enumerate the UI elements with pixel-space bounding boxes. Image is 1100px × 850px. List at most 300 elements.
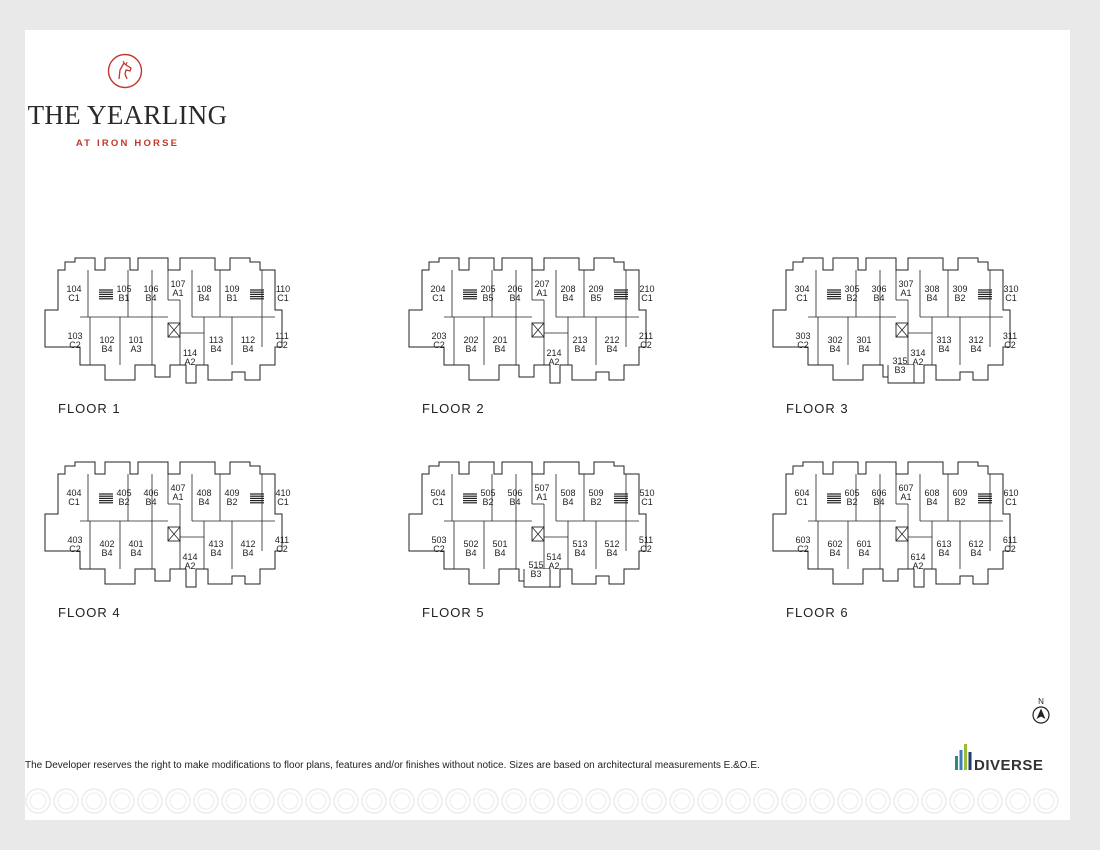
- unit-label: [99, 539, 114, 558]
- unit-number: 515: [528, 560, 544, 570]
- unit-number: 108: [196, 284, 212, 294]
- unit-label: [430, 488, 445, 507]
- unit-label: [170, 483, 185, 502]
- unit-label: [910, 552, 925, 571]
- unit-type: A2: [184, 561, 196, 571]
- unit-label: [892, 356, 907, 375]
- unit-type: C2: [276, 544, 288, 554]
- unit-type: C2: [640, 544, 652, 554]
- floor-label-5: FLOOR 5: [422, 605, 485, 620]
- medallion-icon: [194, 789, 218, 813]
- unit-label: [827, 335, 842, 354]
- unit-type: B2: [846, 497, 858, 507]
- medallion-icon: [334, 789, 358, 813]
- unit-label: [507, 488, 522, 507]
- unit-label: [480, 284, 495, 303]
- unit-type: B2: [846, 293, 858, 303]
- north-arrow: [1030, 696, 1052, 726]
- unit-number: 609: [952, 488, 968, 498]
- developer-name: DIVERSE: [974, 757, 1044, 772]
- unit-number: 111: [275, 331, 289, 341]
- unit-type: B4: [873, 293, 885, 303]
- unit-number: 401: [128, 539, 144, 549]
- unit-label: [209, 335, 223, 354]
- unit-type: C1: [277, 293, 289, 303]
- unit-type: C2: [276, 340, 288, 350]
- unit-number: 414: [182, 552, 198, 562]
- unit-number: 104: [66, 284, 82, 294]
- unit-label: [224, 284, 239, 303]
- unit-label: [1003, 488, 1018, 507]
- unit-label: [196, 488, 211, 507]
- unit-number: 412: [240, 539, 256, 549]
- unit-number: 209: [588, 284, 604, 294]
- unit-type: B4: [242, 548, 254, 558]
- unit-label: [143, 488, 158, 507]
- brand-subtitle: AT IRON HORSE: [75, 138, 180, 149]
- unit-type: B4: [130, 548, 142, 558]
- unit-label: [128, 539, 143, 558]
- unit-type: B1: [226, 293, 238, 303]
- unit-number: 410: [275, 488, 291, 498]
- medallion-icon: [306, 789, 330, 813]
- medallion-icon: [642, 789, 666, 813]
- unit-type: B2: [226, 497, 238, 507]
- unit-label: [241, 335, 255, 354]
- unit-label: [546, 348, 561, 367]
- unit-type: A1: [536, 288, 548, 298]
- unit-type: B4: [210, 344, 222, 354]
- unit-label: [604, 539, 619, 558]
- unit-type: A2: [548, 561, 560, 571]
- floor-plate-drawing: [404, 459, 679, 599]
- unit-label: [66, 284, 81, 303]
- unit-label: [794, 488, 809, 507]
- unit-type: B2: [954, 497, 966, 507]
- unit-number: 409: [224, 488, 240, 498]
- floor-plate-drawing: [768, 255, 1043, 395]
- floor-plate-drawing: [768, 459, 1043, 599]
- unit-type: B2: [954, 293, 966, 303]
- medallion-icon: [810, 789, 834, 813]
- unit-number: 510: [639, 488, 655, 498]
- medallion-icon: [138, 789, 162, 813]
- unit-number: 610: [1003, 488, 1019, 498]
- unit-label: [952, 488, 967, 507]
- unit-number: 112: [240, 335, 256, 345]
- unit-number: 301: [856, 335, 872, 345]
- unit-type: C2: [797, 544, 809, 554]
- unit-number: 315: [892, 356, 908, 366]
- floor-plate-drawing: [40, 255, 315, 395]
- unit-label: [463, 539, 478, 558]
- unit-number: 405: [116, 488, 132, 498]
- medallion-icon: [1034, 789, 1058, 813]
- unit-number: 512: [604, 539, 620, 549]
- unit-type: B4: [938, 548, 950, 558]
- floor-label-1: FLOOR 1: [58, 401, 121, 416]
- unit-type: A2: [548, 357, 560, 367]
- unit-number: 406: [143, 488, 159, 498]
- medallion-icon: [670, 789, 694, 813]
- unit-type: B5: [482, 293, 494, 303]
- unit-number: 505: [480, 488, 496, 498]
- unit-number: 604: [794, 488, 810, 498]
- unit-type: C1: [68, 293, 80, 303]
- medallion-icon: [502, 789, 526, 813]
- unit-number: 607: [898, 483, 914, 493]
- unit-number: 210: [639, 284, 655, 294]
- unit-label: [604, 335, 619, 354]
- medallion-icon: [754, 789, 778, 813]
- unit-label: [572, 335, 587, 354]
- floor-plate-drawing: [40, 459, 315, 599]
- unit-type: B4: [145, 293, 157, 303]
- unit-label: [898, 483, 913, 502]
- unit-label: [795, 331, 810, 350]
- floor-label-4: FLOOR 4: [58, 605, 121, 620]
- floor-plan-3: [768, 255, 1043, 395]
- unit-type: A1: [172, 288, 184, 298]
- unit-type: B3: [530, 569, 542, 579]
- unit-label: [183, 348, 197, 367]
- unit-label: [572, 539, 587, 558]
- unit-number: 114: [182, 348, 198, 358]
- unit-number: 205: [480, 284, 496, 294]
- medallion-icon: [838, 789, 862, 813]
- unit-number: 303: [795, 331, 811, 341]
- unit-number: 507: [534, 483, 550, 493]
- unit-number: 502: [463, 539, 479, 549]
- unit-number: 513: [572, 539, 588, 549]
- floor-label-3: FLOOR 3: [786, 401, 849, 416]
- unit-label: [639, 488, 654, 507]
- unit-number: 309: [952, 284, 968, 294]
- unit-number: 214: [546, 348, 562, 358]
- unit-type: B2: [118, 497, 130, 507]
- unit-type: B4: [494, 344, 506, 354]
- unit-type: B4: [465, 344, 477, 354]
- unit-type: B4: [509, 497, 521, 507]
- unit-number: 602: [827, 539, 843, 549]
- unit-number: 203: [431, 331, 447, 341]
- unit-type: B5: [590, 293, 602, 303]
- north-label: N: [1038, 697, 1044, 706]
- unit-type: B4: [858, 548, 870, 558]
- unit-label: [871, 488, 886, 507]
- unit-label: [795, 535, 810, 554]
- unit-number: 503: [431, 535, 447, 545]
- unit-number: 208: [560, 284, 576, 294]
- unit-number: 413: [208, 539, 224, 549]
- unit-number: 106: [143, 284, 159, 294]
- unit-number: 511: [638, 535, 654, 545]
- unit-number: 109: [224, 284, 240, 294]
- unit-label: [67, 535, 82, 554]
- medallion-icon: [474, 789, 498, 813]
- unit-number: 504: [430, 488, 446, 498]
- floor-label-6: FLOOR 6: [786, 605, 849, 620]
- unit-type: A2: [912, 561, 924, 571]
- unit-type: C2: [69, 340, 81, 350]
- unit-number: 314: [910, 348, 926, 358]
- unit-type: B4: [494, 548, 506, 558]
- unit-number: 110: [275, 284, 291, 294]
- medallion-icon: [362, 789, 386, 813]
- unit-type: B4: [465, 548, 477, 558]
- medallion-icon: [614, 789, 638, 813]
- unit-number: 201: [492, 335, 508, 345]
- unit-type: A1: [172, 492, 184, 502]
- unit-number: 306: [871, 284, 887, 294]
- unit-number: 611: [1002, 535, 1018, 545]
- unit-type: B4: [829, 344, 841, 354]
- unit-label: [588, 284, 603, 303]
- unit-label: [66, 488, 81, 507]
- unit-number: 506: [507, 488, 523, 498]
- unit-number: 404: [66, 488, 82, 498]
- unit-label: [794, 284, 809, 303]
- unit-number: 307: [898, 279, 914, 289]
- unit-label: [534, 483, 549, 502]
- unit-label: [116, 284, 131, 303]
- unit-type: B4: [606, 548, 618, 558]
- medallion-icon: [1006, 789, 1030, 813]
- unit-label: [871, 284, 886, 303]
- unit-label: [507, 284, 522, 303]
- unit-type: B4: [574, 344, 586, 354]
- unit-type: B4: [606, 344, 618, 354]
- unit-type: B4: [926, 497, 938, 507]
- unit-type: B4: [562, 497, 574, 507]
- unit-label: [431, 535, 446, 554]
- building-outline: [45, 462, 282, 587]
- unit-type: C1: [1005, 497, 1017, 507]
- unit-label: [170, 279, 185, 298]
- unit-label: [275, 535, 289, 554]
- unit-type: C1: [796, 497, 808, 507]
- unit-number: 206: [507, 284, 523, 294]
- developer-logo: [955, 744, 1055, 772]
- unit-type: B2: [590, 497, 602, 507]
- unit-label: [639, 284, 654, 303]
- medallion-icon: [950, 789, 974, 813]
- unit-label: [1003, 535, 1017, 554]
- unit-label: [240, 539, 255, 558]
- diverse-bars-logo-icon: [955, 744, 1055, 772]
- unit-number: 211: [638, 331, 654, 341]
- unit-number: 613: [936, 539, 952, 549]
- medallion-icon: [222, 789, 246, 813]
- unit-number: 113: [208, 335, 224, 345]
- unit-number: 310: [1003, 284, 1019, 294]
- medallion-icon: [54, 789, 78, 813]
- unit-label: [128, 335, 143, 354]
- floor-plan-2: [404, 255, 679, 395]
- unit-label: [844, 284, 859, 303]
- unit-number: 105: [116, 284, 132, 294]
- unit-number: 408: [196, 488, 212, 498]
- unit-type: B4: [101, 548, 113, 558]
- unit-label: [968, 335, 983, 354]
- building-outline: [773, 462, 1010, 587]
- medallion-icon: [418, 789, 442, 813]
- unit-label: [827, 539, 842, 558]
- unit-number: 213: [572, 335, 588, 345]
- unit-number: 509: [588, 488, 604, 498]
- unit-number: 204: [430, 284, 446, 294]
- unit-type: C2: [1004, 340, 1016, 350]
- unit-label: [936, 335, 951, 354]
- unit-number: 402: [99, 539, 115, 549]
- unit-label: [639, 535, 653, 554]
- unit-label: [430, 284, 445, 303]
- unit-number: 311: [1002, 331, 1018, 341]
- unit-type: B4: [970, 548, 982, 558]
- unit-type: A2: [912, 357, 924, 367]
- unit-type: B3: [894, 365, 906, 375]
- unit-label: [116, 488, 131, 507]
- unit-label: [528, 560, 543, 579]
- unit-type: A1: [536, 492, 548, 502]
- medallion-icon: [922, 789, 946, 813]
- unit-number: 304: [794, 284, 810, 294]
- medallion-icon: [390, 789, 414, 813]
- unit-label: [968, 539, 983, 558]
- unit-type: B4: [210, 548, 222, 558]
- unit-number: 508: [560, 488, 576, 498]
- unit-label: [1003, 331, 1017, 350]
- unit-type: B4: [509, 293, 521, 303]
- unit-number: 308: [924, 284, 940, 294]
- unit-number: 603: [795, 535, 811, 545]
- unit-label: [588, 488, 603, 507]
- unit-label: [143, 284, 158, 303]
- unit-type: C1: [1005, 293, 1017, 303]
- unit-type: C2: [433, 340, 445, 350]
- unit-type: B4: [938, 344, 950, 354]
- unit-type: B4: [562, 293, 574, 303]
- unit-number: 501: [492, 539, 508, 549]
- unit-type: A1: [900, 492, 912, 502]
- unit-label: [196, 284, 211, 303]
- unit-number: 202: [463, 335, 479, 345]
- unit-number: 107: [170, 279, 186, 289]
- medallion-icon: [530, 789, 554, 813]
- unit-number: 614: [910, 552, 926, 562]
- medallion-icon: [446, 789, 470, 813]
- unit-label: [936, 539, 951, 558]
- unit-number: 514: [546, 552, 562, 562]
- unit-type: B4: [873, 497, 885, 507]
- unit-label: [67, 331, 82, 350]
- medallion-icon: [278, 789, 302, 813]
- unit-type: C1: [796, 293, 808, 303]
- unit-type: B1: [118, 293, 130, 303]
- unit-number: 407: [170, 483, 186, 493]
- unit-type: B4: [926, 293, 938, 303]
- medallion-icon: [782, 789, 806, 813]
- unit-type: C1: [432, 497, 444, 507]
- floor-plan-6: [768, 459, 1043, 599]
- unit-number: 601: [856, 539, 872, 549]
- unit-type: B4: [242, 344, 254, 354]
- unit-label: [208, 539, 223, 558]
- unit-label: [275, 488, 290, 507]
- building-outline: [409, 258, 646, 383]
- unit-label: [492, 335, 507, 354]
- medallion-icon: [698, 789, 722, 813]
- unit-label: [1003, 284, 1018, 303]
- unit-number: 302: [827, 335, 843, 345]
- unit-type: B4: [198, 293, 210, 303]
- unit-label: [639, 331, 653, 350]
- unit-number: 313: [936, 335, 952, 345]
- unit-type: C2: [640, 340, 652, 350]
- unit-label: [546, 552, 561, 571]
- medallion-icon: [558, 789, 582, 813]
- medallion-icon: [726, 789, 750, 813]
- unit-number: 305: [844, 284, 860, 294]
- unit-type: B4: [858, 344, 870, 354]
- unit-label: [924, 284, 939, 303]
- floor-plate-drawing: [404, 255, 679, 395]
- unit-type: C2: [797, 340, 809, 350]
- unit-label: [480, 488, 495, 507]
- medallion-icon: [894, 789, 918, 813]
- medallion-icon: [866, 789, 890, 813]
- floor-plan-4: [40, 459, 315, 599]
- medallion-icon: [110, 789, 134, 813]
- unit-label: [924, 488, 939, 507]
- unit-label: [224, 488, 239, 507]
- unit-type: A3: [130, 344, 142, 354]
- unit-number: 212: [604, 335, 620, 345]
- unit-label: [463, 335, 478, 354]
- unit-number: 606: [871, 488, 887, 498]
- floor-plan-5: [404, 459, 679, 599]
- unit-label: [492, 539, 507, 558]
- unit-label: [856, 335, 871, 354]
- unit-type: C1: [277, 497, 289, 507]
- unit-type: C2: [69, 544, 81, 554]
- unit-type: A2: [184, 357, 196, 367]
- unit-number: 103: [67, 331, 83, 341]
- unit-type: C2: [1004, 544, 1016, 554]
- unit-number: 101: [128, 335, 144, 345]
- unit-label: [856, 539, 871, 558]
- building-outline: [45, 258, 282, 383]
- unit-label: [276, 284, 290, 303]
- unit-number: 608: [924, 488, 940, 498]
- unit-label: [560, 488, 575, 507]
- unit-number: 612: [968, 539, 984, 549]
- medallion-icon: [250, 789, 274, 813]
- brand-title: THE YEARLING: [27, 100, 228, 130]
- disclaimer-text: The Developer reserves the right to make modifications to floor plans, features and/or finishes without notice. Sizes are based on architectural measurements E.&O.E.: [25, 760, 760, 771]
- unit-label: [534, 279, 549, 298]
- unit-type: C1: [641, 293, 653, 303]
- unit-number: 411: [274, 535, 290, 545]
- unit-type: B4: [101, 344, 113, 354]
- unit-number: 207: [534, 279, 550, 289]
- unit-type: C1: [432, 293, 444, 303]
- unit-label: [182, 552, 197, 571]
- unit-type: C1: [68, 497, 80, 507]
- unit-label: [910, 348, 925, 367]
- unit-label: [844, 488, 859, 507]
- medallion-icon: [978, 789, 1002, 813]
